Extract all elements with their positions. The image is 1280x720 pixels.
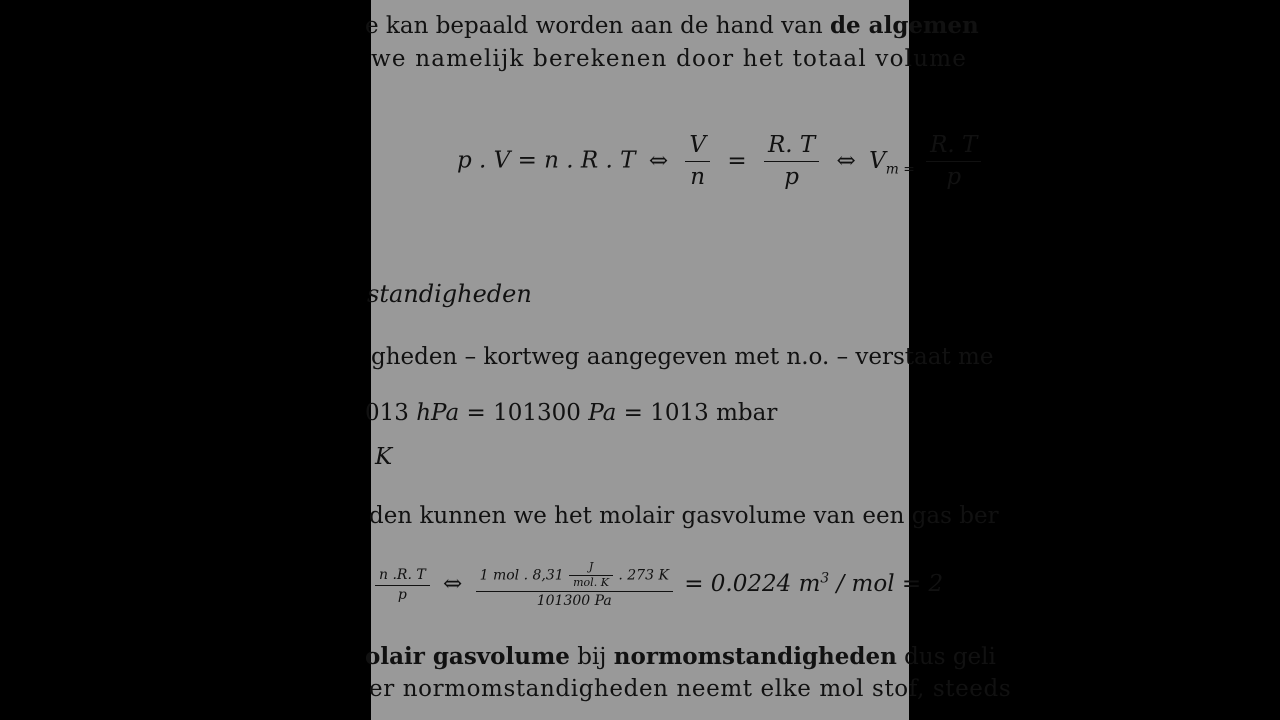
paragraph-line xyxy=(365,12,979,39)
fraction-nrt-over-p xyxy=(375,566,430,605)
denominator: p xyxy=(784,164,799,191)
molar-volume-symbol xyxy=(869,147,915,178)
numerator: R. T xyxy=(767,132,816,158)
equation-lhs: p . V = n . R . T xyxy=(457,147,636,174)
fraction-rt-over-p-2 xyxy=(926,130,981,193)
temperature-line xyxy=(375,444,392,470)
fraction-calculation xyxy=(476,560,673,611)
numerator: n .R. T xyxy=(379,566,426,583)
text-span: = 1013 mbar xyxy=(616,400,778,426)
iff-symbol: ⇔ xyxy=(648,147,669,174)
unit-hpa: hPa xyxy=(416,400,460,426)
text-span: 1 mol . 8,31 xyxy=(479,567,564,584)
heading-text: standigheden xyxy=(367,280,532,308)
numerator: J xyxy=(588,560,594,573)
ideal-gas-equation xyxy=(457,130,985,193)
paragraph-line xyxy=(369,676,1011,702)
fraction-j-over-molk xyxy=(569,560,613,591)
paragraph-line xyxy=(369,503,999,529)
fraction-v-over-n xyxy=(685,130,710,193)
text-span: e kan bepaald worden aan de hand van xyxy=(365,13,830,39)
numerator: V xyxy=(689,132,707,158)
bold-term: normomstandigheden xyxy=(613,643,897,670)
text-span: we namelijk berekenen door het totaal volume xyxy=(371,46,968,72)
molar-volume-calculation xyxy=(371,560,943,611)
text-span: = 101300 xyxy=(459,400,589,426)
result-unit: / mol = 2 xyxy=(829,571,944,598)
text-span: . 273 K xyxy=(618,567,669,584)
paragraph-line xyxy=(365,643,996,670)
paragraph-line xyxy=(371,344,993,370)
paragraph-line xyxy=(371,46,967,72)
unit-kelvin: K xyxy=(375,444,393,470)
text-span: bij xyxy=(569,644,614,670)
document-page xyxy=(365,0,1012,720)
bold-term: olair gasvolume xyxy=(365,643,570,670)
v-letter: V xyxy=(869,147,886,174)
m-subscript: m = xyxy=(885,161,915,178)
text-span: dus geli xyxy=(896,644,996,670)
text-span: den kunnen we het molair gasvolume van een gas ber xyxy=(369,503,999,529)
denominator: p xyxy=(397,586,407,603)
text-span: 013 xyxy=(365,400,417,426)
numerator: R. T xyxy=(930,132,978,158)
pressure-line xyxy=(365,400,777,426)
iff-symbol: ⇔ xyxy=(836,147,856,174)
iff-symbol: ⇔ xyxy=(443,571,463,598)
numerator xyxy=(476,560,673,591)
result-value: = 0.0224 m xyxy=(684,571,821,598)
text-span: er normomstandigheden neemt elke mol stof, steeds xyxy=(369,676,1012,702)
denominator: p xyxy=(946,164,962,191)
fraction-rt-over-p xyxy=(764,130,819,193)
equals-sign: = xyxy=(727,147,747,174)
unit-pa: Pa xyxy=(588,400,617,426)
section-heading xyxy=(367,280,532,308)
denominator: n xyxy=(690,164,706,191)
denominator: 101300 Pa xyxy=(536,592,612,609)
denominator: mol. K xyxy=(573,575,609,589)
result-span xyxy=(684,571,943,597)
bold-term: de algemen xyxy=(829,12,979,39)
exponent: 3 xyxy=(820,570,830,587)
text-span: gheden – kortweg aangegeven met n.o. – verstaat me xyxy=(371,344,994,370)
